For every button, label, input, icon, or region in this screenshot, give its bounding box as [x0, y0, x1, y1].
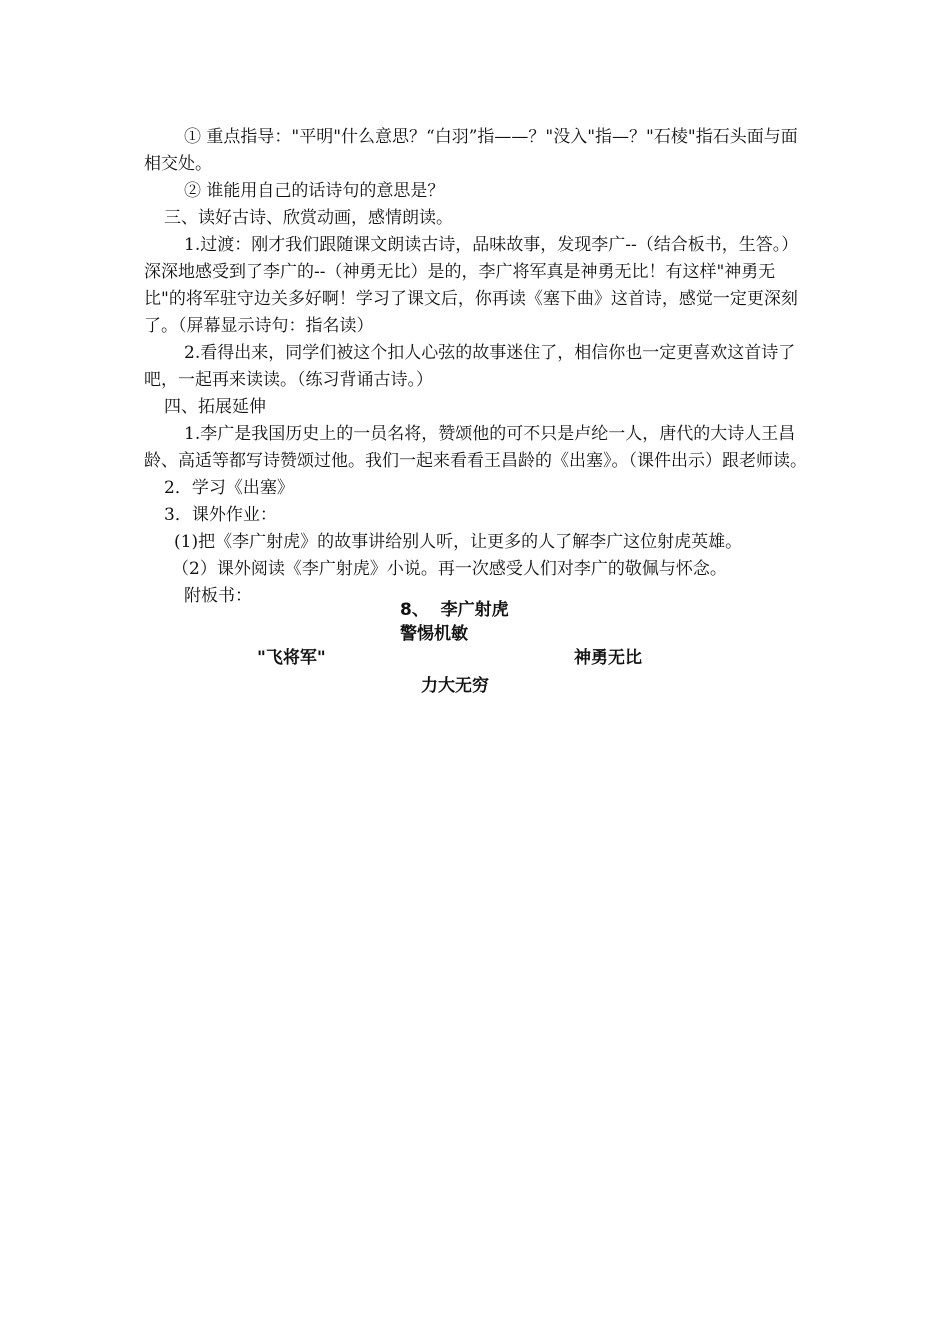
homework-item-2: （2）课外阅读《李广射虎》小说。再一次感受人们对李广的敬佩与怀念。 — [172, 559, 727, 579]
board-heading: 附板书： — [184, 586, 252, 606]
item-homework: 3．课外作业： — [164, 505, 277, 525]
item-learn-chusai: 2．学习《出塞》 — [164, 478, 294, 498]
paragraph-read-again: 2.看得出来，同学们被这个扣人心弦的故事迷住了，相信你也一定更喜欢这首诗了吧，一起再来读读。（练习背诵古诗。） — [144, 343, 796, 390]
paragraph-li-guang-general: 1.李广是我国历史上的一员名将，赞颂他的可不只是卢纶一人，唐代的大诗人王昌龄、高适等都写诗赞颂过他。我们一起来看看王昌龄的《出塞》。（课件出示）跟老师读。 — [144, 424, 807, 471]
board-item-brave: 神勇无比 — [574, 648, 642, 668]
board-item-strength: 力大无穷 — [421, 676, 489, 696]
section-heading-extension: 四、拓展延伸 — [164, 397, 266, 417]
section-heading-reading: 三、读好古诗、欣赏动画，感情朗读。 — [164, 208, 453, 228]
lesson-plan-text — [144, 124, 812, 610]
blackboard-notes — [144, 598, 812, 698]
paragraph-poem-meaning: ② 谁能用自己的话诗句的意思是？ — [184, 181, 445, 201]
board-item-alert: 警惕机敏 — [400, 624, 468, 644]
board-title: 8、 李广射虎 — [400, 600, 509, 620]
homework-item-1: (1)把《李广射虎》的故事讲给别人听，让更多的人了解李广这位射虎英雄。 — [174, 532, 743, 552]
paragraph-key-guidance: ① 重点指导："平明"什么意思？“白羽”指——？"没入"指—？"石棱"指石头面与面相交处。 — [144, 127, 798, 174]
board-item-flying-general: "飞将军" — [257, 648, 326, 668]
paragraph-transition: 1.过渡：刚才我们跟随课文朗读古诗，品味故事，发现李广--（结合板书，生答。）深深地感受到了李广的--（神勇无比）是的，李广将军真是神勇无比！有这样"神勇无比"的将军驻守边关多好啊！学习了课文后，你再读《塞下曲》这首诗，感觉一定更深刻了。（屏幕显示诗句：指名读） — [144, 235, 799, 336]
